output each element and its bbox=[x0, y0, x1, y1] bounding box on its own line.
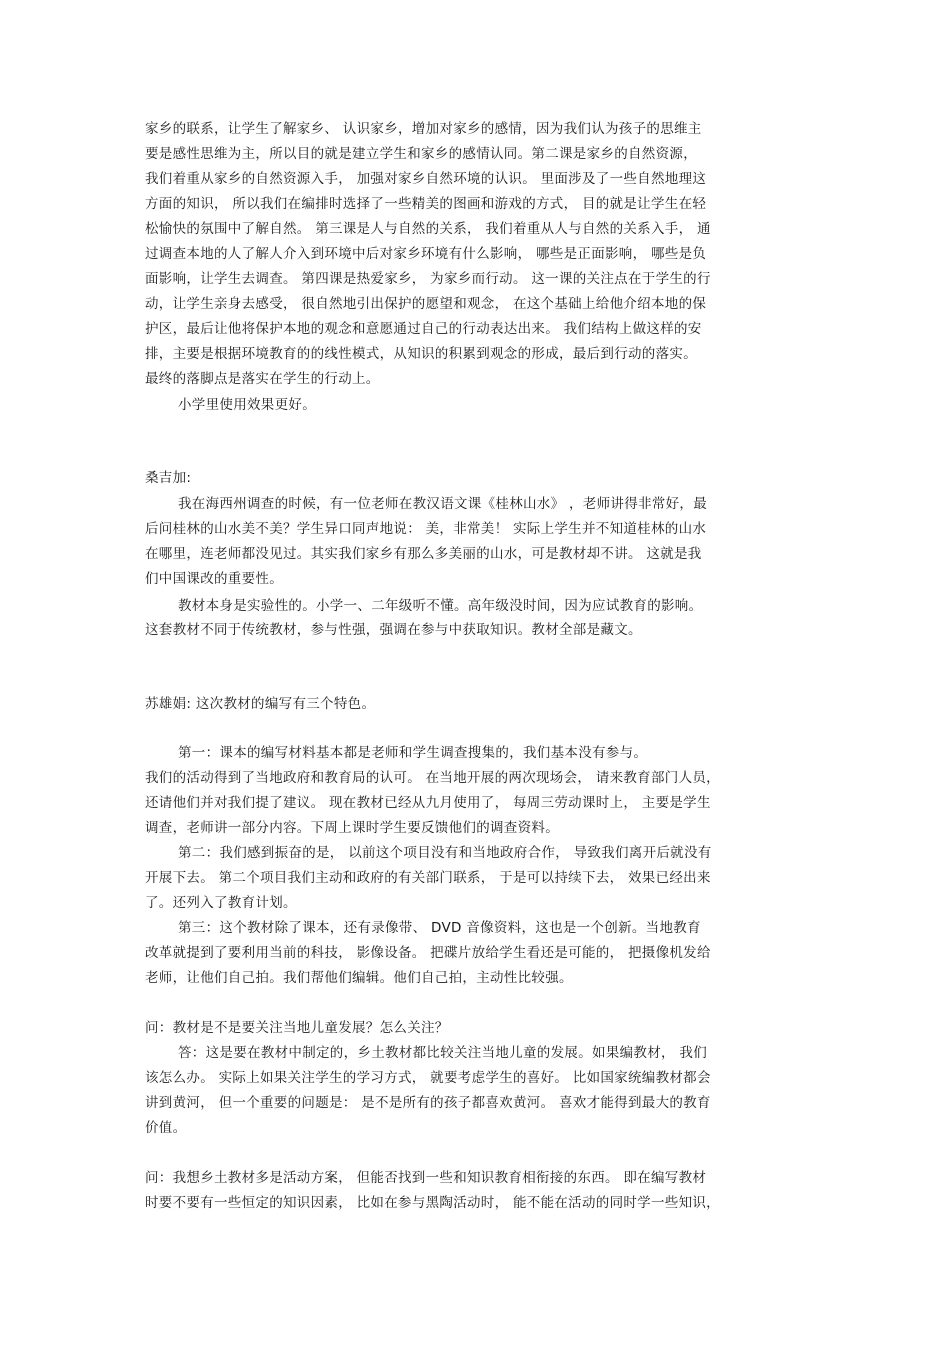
text-line: 方面的知识， 所以我们在编排时选择了一些精美的图画和游戏的方式， 目的就是让学生在轻 bbox=[145, 196, 707, 212]
text-line: 第一：课本的编写材料基本都是老师和学生调查搜集的，我们基本没有参与。 bbox=[178, 745, 648, 761]
text-line: 调查，老师讲一部分内容。下周上课时学生要反馈他们的调查资料。 bbox=[145, 820, 559, 836]
text-line: 问：我想乡土教材多是活动方案， 但能否找到一些和知识教育相衔接的东西。 即在编写教材 bbox=[145, 1170, 707, 1186]
text-line: 们中国课改的重要性。 bbox=[145, 571, 283, 587]
text-line: 动，让学生亲身去感受， 很自然地引出保护的愿望和观念， 在这个基础上给他介绍本地的保 bbox=[145, 296, 707, 312]
text-line: 在哪里，连老师都没见过。其实我们家乡有那么多美丽的山水，可是教材却不讲。 这就是我 bbox=[145, 546, 702, 562]
text-line: 该怎么办。 实际上如果关注学生的学习方式， 就要考虑学生的喜好。 比如国家统编教材都会 bbox=[145, 1070, 711, 1086]
text-line: 改革就提到了要利用当前的科技， 影像设备。 把碟片放给学生看还是可能的， 把摄像机发给 bbox=[145, 945, 711, 961]
text-line: 家乡的联系，让学生了解家乡、 认识家乡，增加对家乡的感情，因为我们认为孩子的思维主 bbox=[145, 121, 702, 137]
text-line: 第三：这个教材除了课本，还有录像带、 DVD 音像资料，这也是一个创新。当地教育 bbox=[178, 920, 701, 936]
text-line: 过调查本地的人了解人介入到环境中后对家乡环境有什么影响， 哪些是正面影响， 哪些是负 bbox=[145, 246, 707, 262]
text-line: 第二：我们感到振奋的是， 以前这个项目没有和当地政府合作， 导致我们离开后就没有 bbox=[178, 845, 712, 861]
text-line: 时要不要有一些恒定的知识因素， 比如在参与黑陶活动时， 能不能在活动的同时学一些知识， bbox=[145, 1195, 720, 1211]
text-line: 讲到黄河， 但一个重要的问题是： 是不是所有的孩子都喜欢黄河。 喜欢才能得到最大的教育 bbox=[145, 1095, 711, 1111]
text-line: 面影响，让学生去调查。 第四课是热爱家乡， 为家乡而行动。 这一课的关注点在于学生的行 bbox=[145, 271, 711, 287]
text-line: 了。还列入了教育计划。 bbox=[145, 895, 297, 911]
text-line: 要是感性思维为主，所以目的就是建立学生和家乡的感情认同。第二课是家乡的自然资源， bbox=[145, 146, 697, 162]
text-line: 后问桂林的山水美不美？学生异口同声地说： 美，非常美！ 实际上学生并不知道桂林的山水 bbox=[145, 521, 707, 537]
text-line: 小学里使用效果更好。 bbox=[178, 397, 316, 413]
text-line: 我在海西州调查的时候，有一位老师在教汉语文课《桂林山水》 ，老师讲得非常好，最 bbox=[178, 496, 707, 512]
text-line: 护区，最后让他将保护本地的观念和意愿通过自己的行动表达出来。 我们结构上做这样的安 bbox=[145, 321, 702, 337]
text-line: 桑吉加: bbox=[145, 470, 192, 486]
text-line: 排，主要是根据环境教育的的线性模式，从知识的积累到观念的形成，最后到行动的落实。 bbox=[145, 346, 697, 362]
text-line: 价值。 bbox=[145, 1120, 187, 1136]
text-line: 还请他们并对我们提了建议。 现在教材已经从九月使用了， 每周三劳动课时上， 主要是学生 bbox=[145, 795, 711, 811]
text-line: 老师，让他们自己拍。我们帮他们编辑。他们自己拍，主动性比较强。 bbox=[145, 970, 573, 986]
text-line: 开展下去。 第二个项目我们主动和政府的有关部门联系， 于是可以持续下去， 效果已经出来 bbox=[145, 870, 711, 886]
text-line: 我们的活动得到了当地政府和教育局的认可。 在当地开展的两次现场会， 请来教育部门人员， bbox=[145, 770, 720, 786]
text-line: 我们着重从家乡的自然资源入手， 加强对家乡自然环境的认识。 里面涉及了一些自然地理这 bbox=[145, 171, 707, 187]
text-line: 问：教材是不是要关注当地儿童发展？怎么关注？ bbox=[145, 1020, 449, 1036]
text-line: 最终的落脚点是落实在学生的行动上。 bbox=[145, 371, 380, 387]
text-line: 苏雄娟: 这次教材的编写有三个特色。 bbox=[145, 696, 376, 712]
text-line: 教材本身是实验性的。小学一、二年级听不懂。高年级没时间，因为应试教育的影响。 bbox=[178, 598, 703, 614]
text-line: 这套教材不同于传统教材，参与性强，强调在参与中获取知识。教材全部是藏文。 bbox=[145, 622, 642, 638]
text-line: 答：这是要在教材中制定的，乡土教材都比较关注当地儿童的发展。如果编教材， 我们 bbox=[178, 1045, 707, 1061]
text-line: 松愉快的氛围中了解自然。 第三课是人与自然的关系， 我们着重从人与自然的关系入手， 通 bbox=[145, 221, 711, 237]
